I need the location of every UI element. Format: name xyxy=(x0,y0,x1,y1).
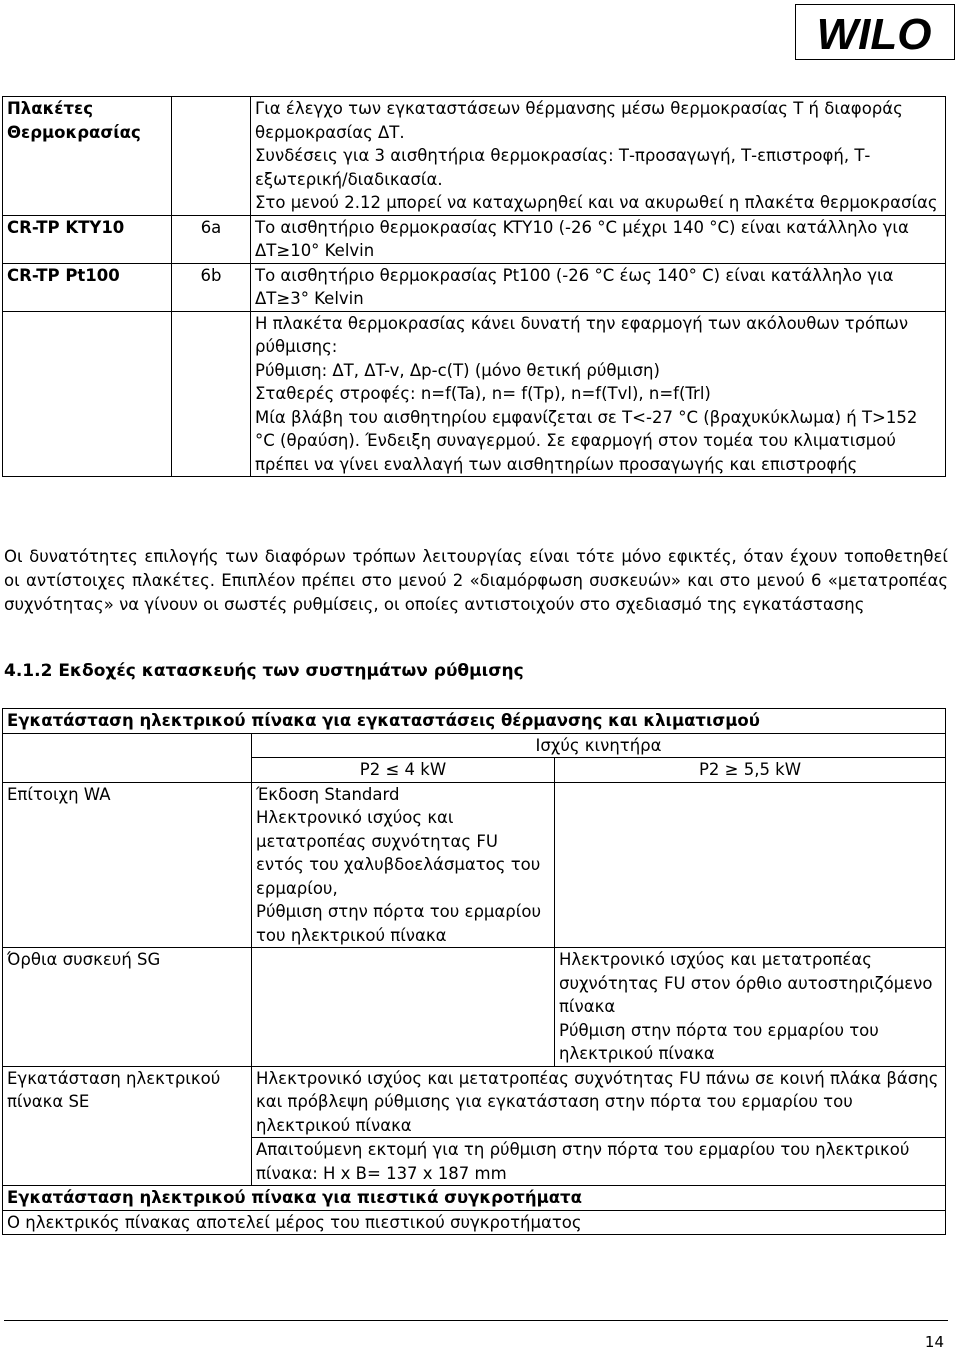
row-description: Η πλακέτα θερμοκρασίας κάνει δυνατή την εφαρμογή των ακόλουθων τρόπων ρύθμισης: Ρύθμιση: ΔT, ΔT-v, Δp-c(T) (μόνο θετική ρύθμιση) Σταθερές στροφές: n=f(Ta), n= f(Tp), n=f(Tvl), n=f(Trl) Μία βλάβη του αισθητηρίου εμφανίζεται σε T<-27 °C (βραχυκύκλωμα) ή T>152 °C (θραύση). Ένδειξη συναγερμού. Σε εφαρμογή στον τομέα του κλιματισμού πρέπει να γίνει εναλλαγή των αισθητηρίων προσαγωγής και επιστροφής xyxy=(251,311,946,477)
row-description: Το αισθητήριο θερμοκρασίας Pt100 (-26 °C έως 140° C) είναι κατάλληλο για ΔT≥3° Kelvin xyxy=(251,263,946,311)
table-row xyxy=(3,733,946,758)
temperature-boards-table xyxy=(2,96,946,477)
row-code xyxy=(172,97,251,216)
control-systems-table xyxy=(2,708,946,1235)
row-label: Επίτοιχη WA xyxy=(3,782,252,948)
table-row xyxy=(3,948,946,1067)
row-code xyxy=(172,311,251,477)
footer-divider xyxy=(4,1320,948,1321)
row-label: Εγκατάσταση ηλεκτρικού πίνακα SE xyxy=(3,1066,252,1186)
sg-high-cell: Ηλεκτρονικό ισχύος και μετατροπέας συχνότητας FU στον όρθιο αυτοστηριζόμενο πίνακα Ρύθμιση στην πόρτα του ερμαρίου του ηλεκτρικού πίνακα xyxy=(555,948,946,1067)
row-label: CR-TP Pt100 xyxy=(3,263,172,311)
wa-low-cell: Έκδοση Standard Ηλεκτρονικό ισχύος και μετατροπέας συχνότητας FU εντός του χαλυβδοελάσματος του ερμαρίου, Ρύθμιση στην πόρτα του ερμαρίου του ηλεκτρικού πίνακα xyxy=(252,782,555,948)
section-heading: 4.1.2 Εκδοχές κατασκευής των συστημάτων ρύθμισης xyxy=(4,661,524,681)
table-row xyxy=(3,263,946,311)
pressure-text: Ο ηλεκτρικός πίνακας αποτελεί μέρος του πιεστικού συγκροτήματος xyxy=(3,1210,946,1235)
table-row xyxy=(3,215,946,263)
wilo-logo xyxy=(795,4,955,60)
table-title: Εγκατάσταση ηλεκτρικού πίνακα για εγκαταστάσεις θέρμανσης και κλιματισμού xyxy=(3,709,946,734)
row-label: Όρθια συσκευή SG xyxy=(3,948,252,1067)
table-row xyxy=(3,311,946,477)
row-label: Πλακέτες Θερμοκρασίας xyxy=(3,97,172,216)
row-code: 6a xyxy=(172,215,251,263)
row-label: CR-TP KTY10 xyxy=(3,215,172,263)
column-low-power: P2 ≤ 4 kW xyxy=(252,758,555,783)
power-header: Ισχύς κινητήρα xyxy=(252,733,946,758)
column-high-power: P2 ≥ 5,5 kW xyxy=(555,758,946,783)
table-row xyxy=(3,1066,946,1138)
row-description: Για έλεγχο των εγκαταστάσεων θέρμανσης μέσω θερμοκρασίας Τ ή διαφοράς θερμοκρασίας ΔΤ. Συνδέσεις για 3 αισθητήρια θερμοκρασίας: Τ-προσαγωγή, Τ-επιστροφή, Τ-εξωτερική/διαδικασία. Στο μενού 2.12 μπορεί να καταχωρηθεί και να ακυρωθεί η πλακέτα θερμοκρασίας xyxy=(251,97,946,216)
se-cutout-text: Απαιτούμενη εκτομή για τη ρύθμιση στην πόρτα του ερμαρίου του ηλεκτρικού πίνακα: H x B= 137 x 187 mm xyxy=(252,1138,946,1186)
se-text: Ηλεκτρονικό ισχύος και μετατροπέας συχνότητας FU πάνω σε κοινή πλάκα βάσης και πρόβλεψη ρύθμισης για εγκατάσταση στην πόρτα του ερμαρίου του ηλεκτρικού πίνακα xyxy=(252,1066,946,1138)
table-row xyxy=(3,97,946,216)
row-code: 6b xyxy=(172,263,251,311)
table-row xyxy=(3,1210,946,1235)
table-row xyxy=(3,709,946,734)
row-label xyxy=(3,311,172,477)
table-row xyxy=(3,1186,946,1211)
empty-cell xyxy=(3,733,252,782)
wa-high-cell xyxy=(555,782,946,948)
wilo-logo-mark xyxy=(796,5,953,58)
table-row xyxy=(3,782,946,948)
row-description: Το αισθητήριο θερμοκρασίας KTY10 (-26 °C μέχρι 140 °C) είναι κατάλληλο για ΔT≥10° Kelvin xyxy=(251,215,946,263)
sg-low-cell xyxy=(252,948,555,1067)
body-paragraph: Οι δυνατότητες επιλογής των διαφόρων τρόπων λειτουργίας είναι τότε μόνο εφικτές, όταν έχουν τοποθετηθεί οι αντίστοιχες πλακέτες. Επιπλέον πρέπει στο μενού 2 «διαμόρφωση συσκευών» και στο μενού 6 «μετατροπέας συχνότητας» να γίνουν οι σωστές ρυθμίσεις, οι οποίες αντιστοιχούν στο σχεδιασμό της εγκατάστασης xyxy=(4,547,948,614)
svg-text:WILO: WILO xyxy=(816,10,932,58)
page-number: 14 xyxy=(924,1333,944,1351)
pressure-title: Εγκατάσταση ηλεκτρικού πίνακα για πιεστικά συγκροτήματα xyxy=(3,1186,946,1211)
